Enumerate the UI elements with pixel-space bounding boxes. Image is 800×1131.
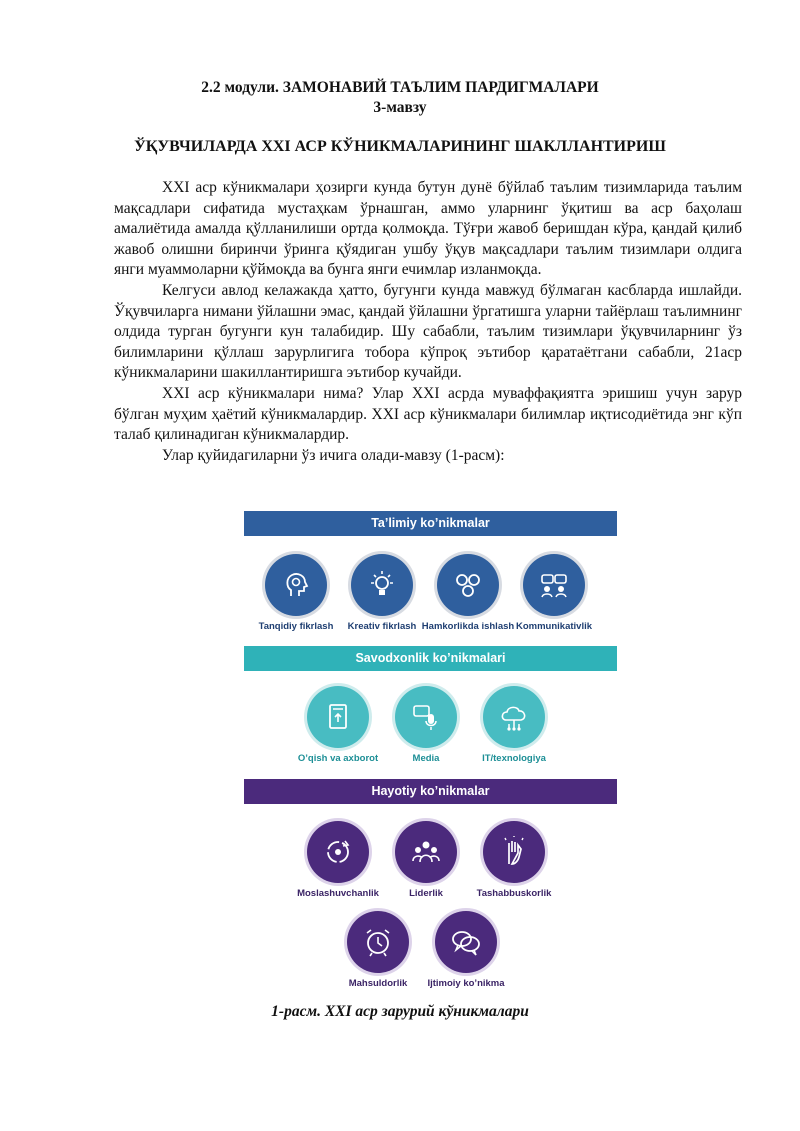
skill-communication	[506, 554, 602, 632]
band-educational-skills: Ta’limiy ko’nikmalar	[244, 511, 617, 536]
module-heading: 2.2 модули. ЗАМОНАВИЙ ТАЪЛИМ ПАРДИГМАЛАРИ	[201, 79, 599, 96]
skill-critical-thinking	[248, 554, 344, 632]
paragraph: Келгуси авлод келажакда ҳатто, бугунги кунда мавжуд бўлмаган касбларда ишлайди. Ўқувчиларга нимани ўйлашни эмас, қандай ўйлашни ўргатишга уларни тайёрлаш таълимнинг олдида турган бугунги кун талабидир. Шу сабабли, таълим тизимлари ўқувчиларнинг ўз билимларини қўллаш зарурлигига тобора кўпроқ эътибор қаратаётгани сабабли, 21аср кўникмаларини шакиллантиришга эътибор кучайди.	[114, 281, 742, 382]
paragraph: Улар қуйидагиларни ўз ичига олади-мавзу (1-расм):	[162, 446, 505, 464]
skill-productivity	[330, 911, 426, 989]
network-cloud-icon	[483, 686, 545, 748]
band-life-skills: Hayotiy ko’nikmalar	[244, 779, 617, 804]
skill-social	[418, 911, 514, 989]
skill-label: O’qish va axborot	[297, 753, 379, 764]
skill-label: Kreativ fikrlash	[347, 621, 417, 632]
skill-label: Moslashuvchanlik	[297, 888, 379, 899]
document-title: ЎҚУВЧИЛАРДА XXI АСР КЎНИКМАЛАРИНИНГ ШАКЛЛАНТИРИШ	[134, 138, 666, 155]
skill-reading-information	[290, 686, 386, 764]
skill-label: Mahsuldorlik	[348, 978, 408, 989]
cycle-arrows-icon	[307, 821, 369, 883]
band-literacy-skills: Savodxonlik ko’nikmalari	[244, 646, 617, 671]
topic-heading: 3-мавзу	[373, 99, 427, 116]
skill-media	[378, 686, 474, 764]
skill-flexibility	[290, 821, 386, 899]
skill-creative-thinking	[334, 554, 430, 632]
skill-initiative	[466, 821, 562, 899]
skill-label: Liderlik	[409, 888, 443, 899]
skill-label: Ijtimoiy ko’nikma	[427, 978, 505, 989]
book-icon	[307, 686, 369, 748]
raised-hand-icon	[483, 821, 545, 883]
paragraph: XXI аср кўникмалари нима? Улар XXI асрда муваффақиятга эришиш учун зарур бўлган муҳим ҳаётий кўникмалардир. XXI аср кўникмалари билимлар иқтисодиётида энг кўп талаб қилинадиган кўникмалардир.	[114, 384, 742, 444]
chat-bubbles-icon	[435, 911, 497, 973]
skill-label: Hamkorlikda ishlash	[421, 621, 515, 632]
figure-caption: 1-расм. XXI аср зарурий кўникмалари	[271, 1003, 529, 1020]
lightbulb-icon	[351, 554, 413, 616]
paragraph: XXI аср кўникмалари ҳозирги кунда бутун дунё бўйлаб таълим тизимларида таълим мақсадлари сифатида мустаҳкам ўрнашган, аммо уларнинг ўқитиш ва аср баҳолаш амалиётида амалда қўлланилиши ортда қолмоқда. Тўғри жавоб беришдан кўра, қандай қилиб жавоб олишни биринчи ўринга қўядиган ушбу ўқув мақсадлари таълим тизимлари олдига янги муаммоларни қўймоқда ва бунга янги ечимлар изланмоқда.	[114, 179, 742, 279]
skill-leadership	[378, 821, 474, 899]
skill-it-technology	[466, 686, 562, 764]
group-leader-icon	[395, 821, 457, 883]
body-text	[114, 178, 742, 466]
alarm-clock-icon	[347, 911, 409, 973]
skill-label: Tashabbuskorlik	[476, 888, 552, 899]
head-gear-icon	[265, 554, 327, 616]
skill-label: Tanqidiy fikrlash	[258, 621, 334, 632]
microphone-chat-icon	[395, 686, 457, 748]
skill-label: IT/texnologiya	[482, 753, 546, 764]
skill-label: Kommunikativlik	[515, 621, 593, 632]
skill-label: Media	[412, 753, 440, 764]
skills-infographic	[238, 506, 623, 1006]
skill-collaboration	[420, 554, 516, 632]
speech-people-icon	[523, 554, 585, 616]
hands-icon	[437, 554, 499, 616]
